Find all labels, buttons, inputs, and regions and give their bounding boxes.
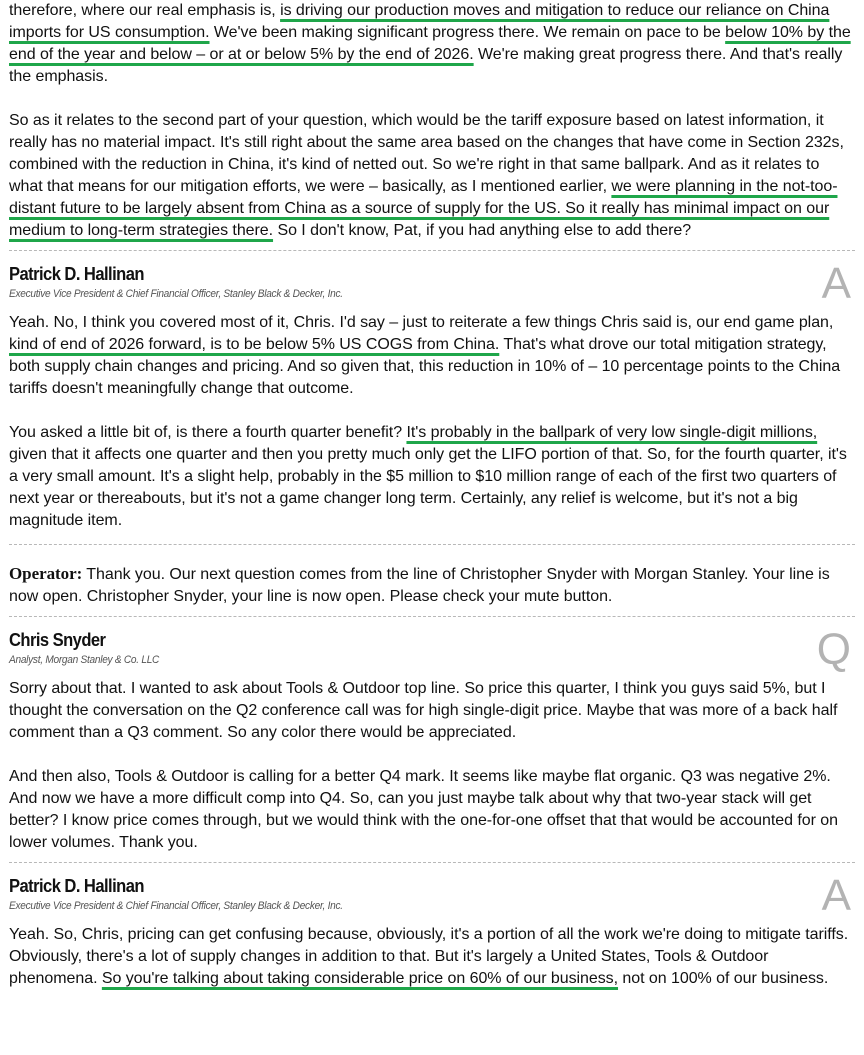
question-block <box>9 678 855 854</box>
operator-label: Operator <box>9 564 77 583</box>
paragraph: Yeah. So, Chris, pricing can get confusing because, obviously, it's a portion of all the work we're doing to mitigate tariffs. Obviously, there's a lot of supply changes in addition to that. But it's largely a United States, Tools & Outdoor phenomena. So you're talking about taking considerable price on 60% of our business, not on 100% of our business. <box>9 926 849 987</box>
answer-tag: A <box>821 259 851 308</box>
operator-block <box>9 563 855 608</box>
paragraph: Sorry about that. I wanted to ask about Tools & Outdoor top line. So price this quarter, I think you guys said 5%, but I thought the conversation on the Q2 conference call was for high single-digit price. Maybe that was more of a back half comment than a Q3 comment. So any color there would be appreciated. <box>9 680 838 741</box>
answer-block <box>9 312 855 532</box>
speaker-name: Patrick D. Hallinan <box>9 264 144 284</box>
highlighted-text: So you're talking about taking considerable price on 60% of our business, <box>101 970 619 987</box>
speaker-header <box>9 870 855 924</box>
question-tag: Q <box>816 625 851 674</box>
highlighted-text: It's probably in the ballpark of very low single-digit millions, <box>406 424 818 441</box>
speaker-title: Executive Vice President & Chief Financial Officer, Stanley Black & Decker, Inc. <box>9 900 343 912</box>
paragraph: So as it relates to the second part of your question, which would be the tariff exposure based on latest information, it really has no material impact. It's still right about the same area based on the changes that have come in Section 232s, combined with the reduction in China, it's kind of netted out. So we're right in that same ballpark. And as it relates to what that means for our mitigation efforts, we were – basically, as I mentioned earlier, we were planning in the not-too-distant future to be largely absent from China as a source of supply for the US. So it really has minimal impact on our medium to long-term strategies there. So I don't know, Pat, if you had anything else to add there? <box>9 112 844 239</box>
paragraph: You asked a little bit of, is there a fourth quarter benefit? It's probably in the ballpark of very low single-digit millions, given that it affects one quarter and then you pretty much only get the LIFO portion of that. So, for the fourth quarter, it's a very small amount. It's a slight help, probably in the $5 million to $10 million range of each of the first two quarters of next year or thereabouts, but it's not a game changer long term. Certainly, any relief is welcome, but it's not a big magnitude item. <box>9 424 847 529</box>
highlighted-text: below 10% by the end of the year and below – or at or below 5% by the end of 2026. <box>9 24 851 63</box>
paragraph: Operator: Thank you. Our next question comes from the line of Christopher Snyder with Morgan Stanley. Your line is now open. Christopher Snyder, your line is now open. Please check your mute button. <box>9 564 830 605</box>
highlighted-text: kind of end of 2026 forward, is to be below 5% US COGS from China. <box>9 336 500 353</box>
section-divider <box>9 616 855 617</box>
paragraph: therefore, where our real emphasis is, is driving our production moves and mitigation to reduce our reliance on China imports for US consumption. We've been making significant progress there. We remain on pace to be below 10% by the end of the year and below – or at or below 5% by the end of 2026. We're making great progress there. And that's really the emphasis. <box>9 2 851 85</box>
paragraph: Yeah. No, I think you covered most of it, Chris. I'd say – just to reiterate a few things Chris said is, our end game plan, kind of end of 2026 forward, is to be below 5% US COGS from China. That's what drove our total mitigation strategy, both supply chain changes and pricing. And so given that, this reduction in 10% of – 10 percentage points to the China tariffs doesn't meaningfully change that outcome. <box>9 314 841 397</box>
highlighted-text: is driving our production moves and mitigation to reduce our reliance on China imports for US consumption. <box>9 2 830 41</box>
speaker-header <box>9 624 855 678</box>
speaker-name: Patrick D. Hallinan <box>9 876 144 896</box>
answer-block <box>9 924 855 990</box>
speaker-name: Chris Snyder <box>9 630 106 650</box>
speaker-header <box>9 258 855 312</box>
section-divider <box>9 544 855 545</box>
highlighted-text: we were planning in the not-too-distant future to be largely absent from China as a source of supply for the US. So it really has minimal impact on our medium to long-term strategies there. <box>9 178 838 239</box>
transcript-page <box>9 0 855 990</box>
answer-block-continued <box>9 0 855 242</box>
paragraph: And then also, Tools & Outdoor is calling for a better Q4 mark. It seems like maybe flat organic. Q3 was negative 2%. And now we have a more difficult comp into Q4. So, can you just maybe talk about why that two-year stack will get better? I know price comes through, but we would think with the one-for-one offset that that would be accounted for on lower volumes. Thank you. <box>9 768 838 851</box>
speaker-title: Executive Vice President & Chief Financial Officer, Stanley Black & Decker, Inc. <box>9 288 343 300</box>
section-divider <box>9 250 855 251</box>
answer-tag: A <box>821 871 851 920</box>
speaker-title: Analyst, Morgan Stanley & Co. LLC <box>9 654 160 666</box>
section-divider <box>9 862 855 863</box>
